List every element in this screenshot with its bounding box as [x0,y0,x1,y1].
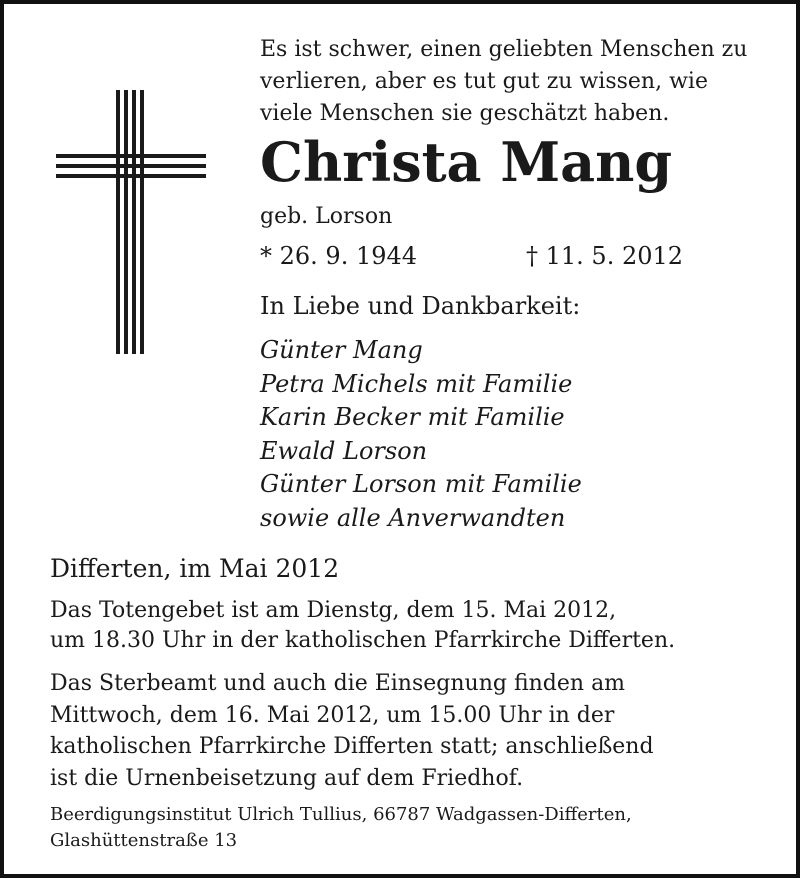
undertaker-line: Glashüttenstraße 13 [50,830,238,851]
place-date: Differten, im Mai 2012 [50,554,340,583]
list-item: sowie alle Anverwandten [260,503,566,532]
paragraph-line: um 18.30 Uhr in der katholischen Pfarrkirche Differten. [50,628,676,653]
intro-quote [260,34,780,130]
funeral-paragraph [50,668,770,794]
birth-date: * 26. 9. 1944 [260,242,418,270]
cross-icon [56,90,206,354]
deceased-name: Christa Mang [260,130,673,194]
list-item: Karin Becker mit Familie [260,403,565,431]
list-item: Petra Michels mit Familie [260,369,573,398]
prayer-paragraph [50,596,770,656]
intro-line: viele Menschen sie geschätzt haben. [260,101,670,126]
list-item: Ewald Lorson [260,436,428,465]
paragraph-line: Mittwoch, dem 16. Mai 2012, um 15.00 Uhr in der [50,702,615,728]
undertaker-info [50,802,770,854]
paragraph-line: Das Sterbeamt und auch die Einsegnung finden am [50,671,626,696]
list-item: Günter Lorson mit Familie [260,470,582,498]
death-date: † 11. 5. 2012 [526,242,684,270]
list-item: Günter Mang [260,336,423,364]
paragraph-line: katholischen Pfarrkirche Differten statt; anschließend [50,734,654,759]
mourners-list [260,334,582,535]
maiden-name: geb. Lorson [260,204,393,229]
intro-line: verlieren, aber es tut gut zu wissen, wie [260,69,708,94]
paragraph-line: ist die Urnenbeisetzung auf dem Friedhof. [50,765,524,791]
undertaker-line: Beerdigungsinstitut Ulrich Tullius, 66787 Wadgassen-Differten, [50,804,632,825]
gratitude-line: In Liebe und Dankbarkeit: [260,292,581,320]
paragraph-line: Das Totengebet ist am Dienstg, dem 15. Mai 2012, [50,598,617,623]
intro-line: Es ist schwer, einen geliebten Menschen zu [260,37,748,62]
